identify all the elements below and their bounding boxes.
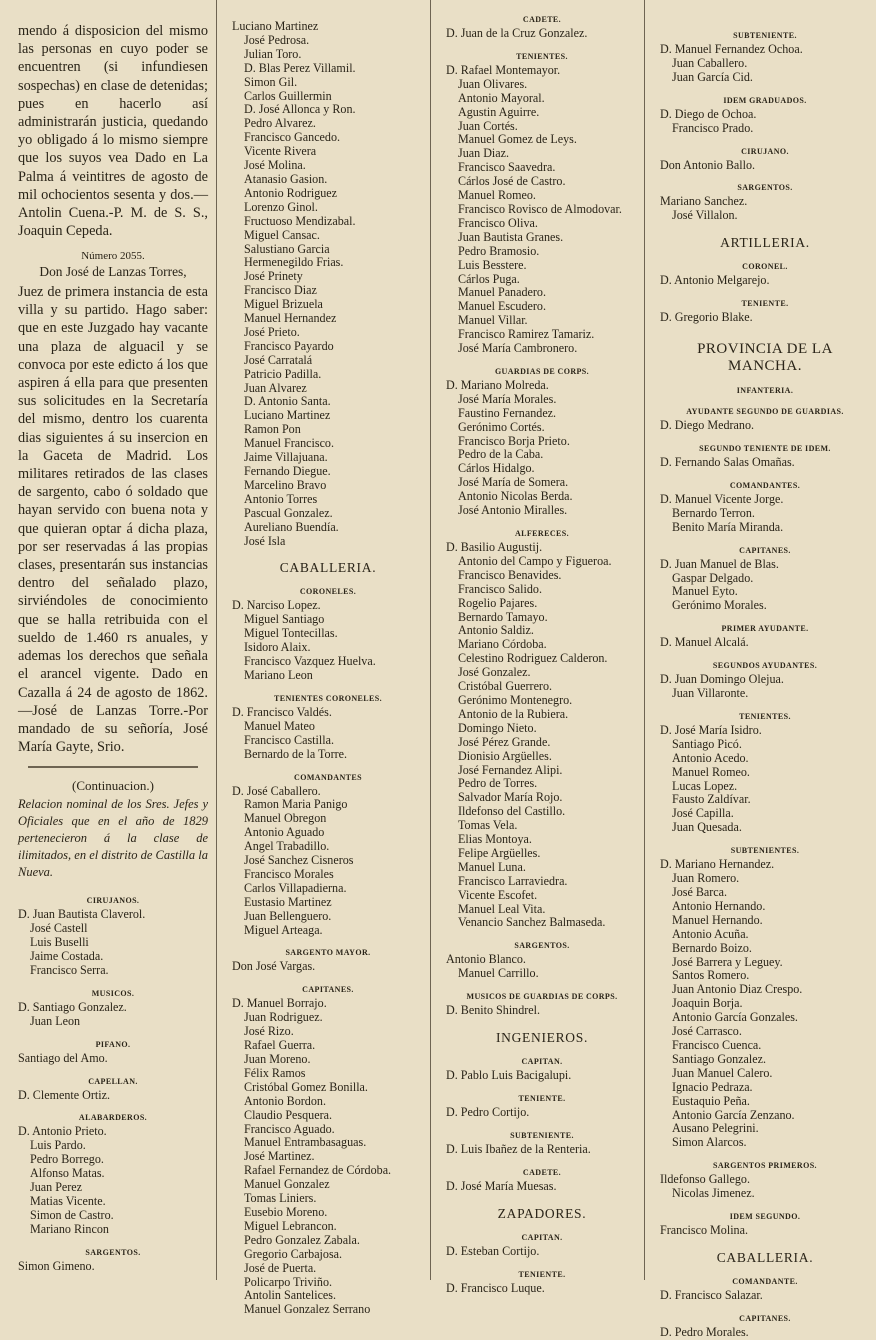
name-entry: Antonio Saldiz. xyxy=(458,623,534,638)
name-entry: D. Santiago Gonzalez. xyxy=(18,999,127,1014)
name-entry: Francisco Borja Prieto. xyxy=(458,433,570,448)
name-entry: Eustaquio Peña. xyxy=(672,1093,750,1108)
name-entry: Luis Besstere. xyxy=(458,257,527,272)
rank-heading: SARGENTOS. xyxy=(85,1247,141,1257)
rank-heading: SARGENTOS. xyxy=(737,183,793,193)
name-entry: Santiago Gonzalez. xyxy=(672,1051,767,1066)
roster xyxy=(232,586,424,1317)
rank-heading: MUSICOS. xyxy=(91,988,135,998)
name-entry: Celestino Rodriguez Calderon. xyxy=(458,651,608,666)
name-entry: Manuel Luna. xyxy=(458,859,526,874)
name-entry: Francisco Gancedo. xyxy=(244,130,341,145)
name-entry: Ignacio Pedraza. xyxy=(672,1079,753,1094)
name-entry: Marcelino Bravo xyxy=(244,477,327,492)
name-entry: Simon Gimeno. xyxy=(18,1258,95,1273)
name-entry: José María de Somera. xyxy=(458,475,569,490)
name-entry: Juan Leon xyxy=(30,1013,81,1028)
name-entry: Bernardo Boizo. xyxy=(672,940,752,955)
name-entry: Lucas Lopez. xyxy=(672,778,738,793)
name-entry: Don José Vargas. xyxy=(232,959,316,974)
name-entry: D. Diego Medrano. xyxy=(660,418,755,433)
name-entry: Cárlos Puga. xyxy=(458,271,520,286)
rank-heading: CAPITANES. xyxy=(739,1313,791,1323)
branch-title: INGENIEROS. xyxy=(495,1030,589,1046)
name-entry: Miguel Cansac. xyxy=(244,227,320,242)
name-entry: D. Esteban Cortijo. xyxy=(446,1243,540,1258)
name-entry: Miguel Lebrancon. xyxy=(244,1218,337,1233)
name-entry: Francisco Larraviedra. xyxy=(458,873,568,888)
name-entry: Alfonso Matas. xyxy=(30,1166,105,1181)
name-entry: Francisco Aguado. xyxy=(244,1121,335,1136)
name-entry: Luis Pardo. xyxy=(30,1138,86,1153)
rank-heading: SEGUNDOS AYUDANTES. xyxy=(712,661,818,671)
name-entry: D. Clemente Ortiz. xyxy=(18,1087,111,1102)
name-entry: D. Fernando Salas Omañas. xyxy=(660,454,795,469)
name-entry: Manuel Leal Vita. xyxy=(458,901,546,916)
rank-heading: AYUDANTE SEGUNDO DE GUARDIAS. xyxy=(686,407,844,417)
name-entry: Pedro de Torres. xyxy=(458,776,538,791)
name-entry: Santiago Picó. xyxy=(672,736,742,751)
rank-heading: CAPITANES. xyxy=(739,545,791,555)
branch-title: CABALLERIA. xyxy=(279,560,377,576)
name-entry: Juan Romero. xyxy=(672,871,740,886)
name-entry: Carlos Guillermin xyxy=(244,88,332,103)
rank-heading: TENIENTES. xyxy=(516,51,568,61)
name-entry: Manuel Hernandez xyxy=(244,311,337,326)
name-entry: Rafael Guerra. xyxy=(244,1038,316,1053)
rank-heading: GUARDIAS DE CORPS. xyxy=(494,366,590,376)
name-entry: Manuel Francisco. xyxy=(244,436,335,451)
name-list xyxy=(232,20,424,548)
name-entry: José Fernandez Alipi. xyxy=(458,762,563,777)
rank-heading: IDEM SEGUNDO. xyxy=(729,1212,801,1222)
name-entry: D. Pedro Cortijo. xyxy=(446,1105,530,1119)
name-entry: D. José Caballero. xyxy=(232,783,321,798)
rank-heading: TENIENTES. xyxy=(739,711,791,721)
rank-heading: CADETE. xyxy=(522,15,562,24)
name-entry: D. Blas Perez Villamil. xyxy=(244,60,356,75)
name-entry: Pedro Bramosio. xyxy=(458,243,540,258)
name-entry: D. Manuel Vicente Jorge. xyxy=(660,491,784,506)
name-entry: Vicente Escofet. xyxy=(458,887,538,902)
name-entry: D. Pedro Morales. xyxy=(660,1324,749,1339)
name-entry: D. Mariano Molreda. xyxy=(446,377,549,392)
name-entry: Gaspar Delgado. xyxy=(672,570,754,585)
rank-heading: CIRUJANO. xyxy=(741,146,789,156)
name-entry: Fausto Zaldívar. xyxy=(672,792,751,807)
name-entry: Antolin Santelices. xyxy=(244,1288,337,1303)
name-entry: Venancio Sanchez Balmaseda. xyxy=(458,915,606,930)
name-entry: Faustino Fernandez. xyxy=(458,405,557,420)
name-entry: Rogelio Pajares. xyxy=(458,595,538,610)
name-entry: Miguel Brizuela xyxy=(244,297,323,312)
name-entry: Don Antonio Ballo. xyxy=(660,157,756,172)
name-entry: D. Antonio Santa. xyxy=(244,394,331,409)
rank-heading: TENIENTE. xyxy=(518,1269,566,1279)
name-entry: Fernando Diegue. xyxy=(244,464,331,478)
name-entry: Gerónimo Cortés. xyxy=(458,419,545,434)
name-entry: D. Rafael Montemayor. xyxy=(446,62,561,77)
name-entry: Juan Rodriguez. xyxy=(244,1010,323,1025)
rank-heading: CORONEL. xyxy=(742,262,788,272)
rank-heading: CAPITANES. xyxy=(302,985,354,995)
name-entry: Eusebio Moreno. xyxy=(244,1204,328,1219)
column-4 xyxy=(650,0,876,1339)
name-entry: Jaime Costada. xyxy=(30,949,104,964)
name-entry: D. Juan de la Cruz Gonzalez. xyxy=(446,26,588,40)
roster xyxy=(446,1056,638,1194)
name-entry: José Pedrosa. xyxy=(244,32,310,47)
rank-heading: TENIENTE. xyxy=(518,1094,566,1103)
name-entry: José Molina. xyxy=(244,158,306,173)
roster xyxy=(446,14,638,1018)
name-entry: Francisco Prado. xyxy=(672,120,754,135)
name-entry: Juan Antonio Diaz Crespo. xyxy=(672,982,803,997)
name-entry: Juan Quesada. xyxy=(672,820,742,835)
rank-heading: IDEM GRADUADOS. xyxy=(723,95,807,105)
rank-heading: MUSICOS DE GUARDIAS DE CORPS. xyxy=(466,992,618,1002)
name-entry: Juan Caballero. xyxy=(672,55,748,70)
name-entry: D. Narciso Lopez. xyxy=(232,598,321,613)
name-entry: Francisco Payardo xyxy=(244,338,334,353)
name-entry: Nicolas Jimenez. xyxy=(672,1186,755,1201)
name-entry: Francisco Morales xyxy=(244,866,334,881)
name-entry: Francisco Molina. xyxy=(660,1223,748,1238)
edict-paragraph: Juez de primera instancia de esta villa y su partido. Hago saber: que en este Juzgado hay vacante una plaza de alguacil y se convoca por este edicto á los que aspiren á ella para que presenten sus solicitudes en la Secretaría del mismo, dentro los cuarenta dias siguientes á su insercion en la Gaceta de Madrid. Los militares retirados de las clases de sargento, cabo ó soldado que hayan servido con buena nota y que quieran optar á dicha plaza, por ser reservadas á las propias clases, presentarán sus instancias dentro del señalado plazo, sirviéndoles de conocimiento que se halla retribuida con el sueldo de 1.460 rs anuales, y ademas los derechos que señala el arancel vigente. Dado en Cazalla á 24 de agosto de 1862. —José de Lanzas Torre.-Por mandado de su señoría, José María Gayte, Srio. xyxy=(18,284,208,756)
name-entry: Manuel Gomez de Leys. xyxy=(458,132,577,147)
roster xyxy=(660,30,870,223)
name-entry: Manuel Entrambasaguas. xyxy=(244,1135,367,1150)
name-entry: Ildefonso Gallego. xyxy=(660,1172,751,1187)
name-entry: José Sanchez Cisneros xyxy=(244,853,354,868)
name-entry: José María Cambronero. xyxy=(458,341,578,356)
name-entry: Juan Villaronte. xyxy=(672,686,749,701)
name-entry: Francisco Saavedra. xyxy=(458,160,556,175)
name-entry: Bernardo Terron. xyxy=(672,505,755,520)
name-entry: Isidoro Alaix. xyxy=(244,640,311,655)
name-entry: José Prinety xyxy=(244,269,303,284)
name-entry: Manuel Romeo. xyxy=(458,188,536,203)
name-entry: Simon Alarcos. xyxy=(672,1135,747,1150)
name-entry: Francisco Benavides. xyxy=(458,567,562,582)
name-entry: Cárlos Hidalgo. xyxy=(458,461,535,476)
name-entry: Francisco Cuenca. xyxy=(672,1037,762,1052)
name-entry: Antonio Blanco. xyxy=(446,952,526,967)
name-entry: D. José Allonca y Ron. xyxy=(244,102,356,117)
name-entry: D. José María Isidro. xyxy=(660,722,762,737)
name-entry: Antonio Torres xyxy=(244,491,318,506)
name-entry: José Martinez. xyxy=(244,1149,315,1164)
name-entry: D. Manuel Alcalá. xyxy=(660,635,749,650)
name-entry: Joaquin Borja. xyxy=(672,996,743,1011)
rank-heading: CAPITAN. xyxy=(521,1057,563,1067)
roster xyxy=(660,1276,870,1340)
rank-heading: COMANDANTES xyxy=(294,772,362,782)
name-entry: Antonio Acedo. xyxy=(672,750,749,765)
name-entry: Carlos Villapadierna. xyxy=(244,880,347,895)
name-entry: Antonio Aguado xyxy=(244,825,325,840)
name-entry: Patricio Padilla. xyxy=(244,366,322,381)
rank-heading: SARGENTO MAYOR. xyxy=(285,948,371,958)
name-entry: Luciano Martinez xyxy=(244,408,331,423)
name-entry: Mariano Leon xyxy=(244,667,313,682)
rank-heading: SEGUNDO TENIENTE DE IDEM. xyxy=(699,443,831,453)
name-entry: José Castell xyxy=(30,921,88,936)
roster xyxy=(18,895,208,1273)
column-3 xyxy=(436,0,642,1295)
rank-heading: SUBTENIENTE. xyxy=(510,1130,574,1140)
rank-heading: CORONELES. xyxy=(299,587,357,597)
edict-heading: Don José de Lanzas Torres, xyxy=(39,264,187,280)
column-1 xyxy=(0,0,214,1280)
name-entry: D. Manuel Fernandez Ochoa. xyxy=(660,42,803,56)
name-entry: D. Diego de Ochoa. xyxy=(660,106,757,121)
name-entry: José Carrasco. xyxy=(672,1024,742,1039)
name-entry: Domingo Nieto. xyxy=(458,720,537,735)
name-entry: Juan Alvarez xyxy=(244,380,307,395)
name-entry: Miguel Santiago xyxy=(244,612,325,627)
rank-heading: CIRUJANOS. xyxy=(86,896,140,906)
name-entry: Francisco Vazquez Huelva. xyxy=(244,654,376,669)
name-entry: Vicente Rivera xyxy=(244,144,317,159)
name-entry: Antonio Rodriguez xyxy=(244,185,338,200)
branch-subtitle: INFANTERIA. xyxy=(736,386,794,396)
roster xyxy=(446,1232,638,1296)
name-entry: José Barca. xyxy=(672,885,728,899)
name-entry: Bernardo Tamayo. xyxy=(458,609,548,624)
name-entry: Juan Olivares. xyxy=(458,76,528,91)
rank-heading: PIFANO. xyxy=(95,1039,131,1049)
name-entry: Manuel Obregon xyxy=(244,811,327,826)
name-entry: José Barrera y Leguey. xyxy=(672,954,783,969)
name-entry: Luciano Martinez xyxy=(232,19,319,33)
name-entry: Claudio Pesquera. xyxy=(244,1107,332,1122)
name-entry: Aureliano Buendía. xyxy=(244,519,339,534)
rank-heading: ALABARDEROS. xyxy=(78,1113,148,1123)
column-rule xyxy=(644,0,645,1280)
rank-heading: CAPITAN. xyxy=(521,1232,563,1242)
name-entry: José Capilla. xyxy=(672,806,734,821)
name-entry: José Antonio Miralles. xyxy=(458,503,568,518)
name-entry: D. Francisco Luque. xyxy=(446,1280,545,1295)
name-entry: Manuel Eyto. xyxy=(672,584,738,599)
name-entry: D. Juan Manuel de Blas. xyxy=(660,556,779,571)
rank-heading: COMANDANTES. xyxy=(729,480,801,490)
name-entry: Pedro Alvarez. xyxy=(244,116,316,131)
roster xyxy=(660,261,870,325)
name-entry: D. Manuel Borrajo. xyxy=(232,996,327,1011)
name-entry: Tomas Liniers. xyxy=(244,1191,317,1206)
name-entry: Bernardo de la Torre. xyxy=(244,746,348,761)
name-entry: Juan Perez xyxy=(30,1180,83,1195)
column-rule xyxy=(216,0,217,1280)
name-entry: Cristóbal Gomez Bonilla. xyxy=(244,1079,368,1094)
name-entry: Juan García Cid. xyxy=(672,69,753,84)
name-entry: D. José María Muesas. xyxy=(446,1178,557,1193)
name-entry: Gregorio Carbajosa. xyxy=(244,1246,343,1261)
name-entry: Antonio Bordon. xyxy=(244,1093,326,1108)
name-entry: Juan Manuel Calero. xyxy=(672,1065,773,1080)
name-entry: Mariano Rincon xyxy=(30,1221,109,1236)
name-entry: Rafael Fernandez de Córdoba. xyxy=(244,1163,392,1178)
name-entry: Félix Ramos xyxy=(244,1065,306,1080)
name-entry: Juan Diaz. xyxy=(458,146,510,161)
rank-heading: COMANDANTE. xyxy=(732,1276,798,1286)
name-entry: Juan Moreno. xyxy=(244,1052,311,1066)
name-entry: Tomas Vela. xyxy=(458,818,518,833)
name-entry: Antonio Acuña. xyxy=(672,926,749,941)
name-entry: D. Pablo Luis Bacigalupi. xyxy=(446,1068,572,1083)
rank-heading: SUBTENIENTES. xyxy=(730,846,800,856)
name-entry: Manuel Gonzalez Serrano xyxy=(244,1302,371,1317)
name-entry: Salvador María Rojo. xyxy=(458,790,563,805)
roster xyxy=(660,406,870,1238)
branch-title: ARTILLERIA. xyxy=(720,235,810,251)
name-entry: Manuel Romeo. xyxy=(672,764,750,779)
name-entry: José Rizo. xyxy=(244,1024,294,1039)
name-entry: Felipe Argüelles. xyxy=(458,845,541,860)
rank-heading: SUBTENIENTE. xyxy=(733,31,797,40)
name-entry: Ramon Maria Panigo xyxy=(244,797,348,812)
name-entry: Juan Bautista Granes. xyxy=(458,229,564,244)
name-entry: José Isla xyxy=(244,533,286,548)
name-entry: Ildefonso del Castillo. xyxy=(458,804,566,819)
name-entry: Fructuoso Mendizabal. xyxy=(244,213,356,228)
name-entry: Cárlos José de Castro. xyxy=(458,174,566,189)
name-entry: Benito María Miranda. xyxy=(672,519,784,534)
name-entry: Francisco Oliva. xyxy=(458,215,538,230)
name-entry: José Pérez Grande. xyxy=(458,734,551,749)
name-entry: Angel Trabadillo. xyxy=(244,839,330,854)
rank-heading: CADETE. xyxy=(522,1167,562,1177)
branch-title: CABALLERIA. xyxy=(716,1249,814,1265)
name-entry: Agustin Aguirre. xyxy=(458,104,540,119)
name-entry: Simon Gil. xyxy=(244,74,298,89)
name-entry: Pedro Gonzalez Zabala. xyxy=(244,1232,360,1247)
name-entry: Gerónimo Morales. xyxy=(672,598,767,613)
rank-heading: ALFERECES. xyxy=(514,529,569,538)
name-entry: Manuel Carrillo. xyxy=(458,966,539,981)
name-entry: Hermenegildo Frias. xyxy=(244,255,344,270)
name-entry: Mariano Córdoba. xyxy=(458,637,547,652)
column-2 xyxy=(222,0,428,1317)
name-entry: D. Gregorio Blake. xyxy=(660,310,753,325)
name-entry: D. Antonio Melgarejo. xyxy=(660,273,770,288)
name-entry: Simon de Castro. xyxy=(30,1207,114,1222)
name-entry: Santiago del Amo. xyxy=(18,1050,108,1065)
name-entry: Manuel Villar. xyxy=(458,313,528,328)
rank-heading: TENIENTES CORONELES. xyxy=(273,693,383,703)
rank-heading: SARGENTOS. xyxy=(514,941,570,951)
name-entry: Francisco Diaz xyxy=(244,283,317,298)
name-entry: Miguel Arteaga. xyxy=(244,922,323,937)
name-entry: Dionisio Argüelles. xyxy=(458,748,552,763)
column-rule xyxy=(430,0,431,1280)
name-entry: Manuel Panadero. xyxy=(458,285,546,300)
name-entry: Antonio Mayoral. xyxy=(458,90,545,105)
name-entry: D. Benito Shindrel. xyxy=(446,1003,541,1018)
name-entry: Miguel Tontecillas. xyxy=(244,626,338,641)
name-entry: D. Juan Domingo Olejua. xyxy=(660,672,784,687)
name-entry: Pascual Gonzalez. xyxy=(244,505,333,520)
name-entry: Julian Toro. xyxy=(244,46,302,61)
name-entry: Elias Montoya. xyxy=(458,832,532,847)
name-entry: Juan Bellenguero. xyxy=(244,908,332,923)
name-entry: Ramon Pon xyxy=(244,422,301,437)
name-entry: Manuel Escudero. xyxy=(458,299,546,314)
name-entry: José María Morales. xyxy=(458,391,557,406)
name-entry: Francisco Rovisco de Almodovar. xyxy=(458,201,622,216)
name-entry: Jaime Villajuana. xyxy=(244,450,328,465)
name-entry: Mariano Sanchez. xyxy=(660,194,748,209)
name-entry: D. Luis Ibañez de la Renteria. xyxy=(446,1141,591,1156)
name-entry: Antonio de la Rubiera. xyxy=(458,706,569,721)
name-entry: D. Francisco Salazar. xyxy=(660,1287,763,1302)
name-entry: D. Mariano Hernandez. xyxy=(660,857,775,872)
name-entry: Manuel Mateo xyxy=(244,718,315,733)
name-entry: José Gonzalez. xyxy=(458,665,531,680)
name-entry: Gerónimo Montenegro. xyxy=(458,692,573,707)
name-entry: Antonio Hernando. xyxy=(672,898,766,913)
edict-number: Número 2055. xyxy=(81,250,145,263)
name-entry: Santos Romero. xyxy=(672,968,750,983)
section-separator xyxy=(28,766,198,768)
name-entry: José Carratalá xyxy=(244,352,313,367)
name-entry: Cristóbal Guerrero. xyxy=(458,679,553,694)
rank-heading: SARGENTOS PRIMEROS. xyxy=(713,1161,817,1171)
name-entry: Pedro Borrego. xyxy=(30,1152,104,1167)
name-entry: Lorenzo Ginol. xyxy=(244,199,318,214)
name-entry: Juan Cortés. xyxy=(458,118,518,133)
rank-heading: PRIMER AYUDANTE. xyxy=(721,624,809,634)
name-entry: Francisco Serra. xyxy=(30,962,109,977)
name-entry: Salustiano Garcia xyxy=(244,241,330,256)
name-entry: Ausano Pelegrini. xyxy=(672,1121,759,1136)
name-entry: D. Basilio Augustij. xyxy=(446,540,543,554)
name-entry: Manuel Hernando. xyxy=(672,912,763,927)
name-entry: Antonio Nicolas Berda. xyxy=(458,489,573,504)
name-entry: José Villalon. xyxy=(672,208,738,223)
name-entry: Matias Vicente. xyxy=(30,1194,106,1208)
name-entry: D. Juan Bautista Claverol. xyxy=(18,907,146,922)
name-entry: Eustasio Martinez xyxy=(244,894,332,909)
name-entry: Luis Buselli xyxy=(30,935,89,950)
name-entry: Francisco Castilla. xyxy=(244,732,335,747)
rank-heading: CAPELLAN. xyxy=(88,1076,138,1086)
name-entry: José de Puerta. xyxy=(244,1260,317,1275)
name-entry: Antonio del Campo y Figueroa. xyxy=(458,553,612,568)
name-entry: Atanasio Gasion. xyxy=(244,171,328,186)
name-entry: José Prieto. xyxy=(244,324,300,339)
name-entry: Antonio García Gonzales. xyxy=(672,1010,798,1025)
edict-paragraph: mendo á disposicion del mismo las personas en cuyo poder se encuentren (si infundiesen sospechas) en clase de detenidas; pues en hacerlo así administrarán justicia, quedando yo obligado á lo mismo siempre que los suyos vea Dado en La Palma á veintitres de agosto de mil ochocientos sesenta y dos.—Antolin Cuena.-P. M. de S. S., Joaquin Cepeda. xyxy=(18,23,208,240)
name-entry: Francisco Salido. xyxy=(458,581,542,596)
name-entry: Antonio García Zenzano. xyxy=(672,1107,795,1122)
name-entry: Policarpo Triviño. xyxy=(244,1274,333,1289)
branch-title: ZAPADORES. xyxy=(497,1205,587,1221)
name-entry: Manuel Gonzalez xyxy=(244,1177,330,1192)
relation-intro: Relacion nominal de los Sres. Jefes y Oficiales que en el año de 1829 pertenecieron á la clase de ilimitados, en el distrito de Castilla la Nueva. xyxy=(18,797,208,880)
name-entry: Pedro de la Caba. xyxy=(458,447,544,462)
continuation-title: (Continuacion.) xyxy=(72,778,154,794)
name-entry: D. Francisco Valdés. xyxy=(232,704,332,719)
rank-heading: TENIENTE. xyxy=(741,299,789,309)
province-title: PROVINCIA DE LA MANCHA. xyxy=(697,341,833,375)
name-entry: D. Antonio Prieto. xyxy=(18,1124,107,1139)
name-entry: Francisco Ramirez Tamariz. xyxy=(458,327,595,342)
